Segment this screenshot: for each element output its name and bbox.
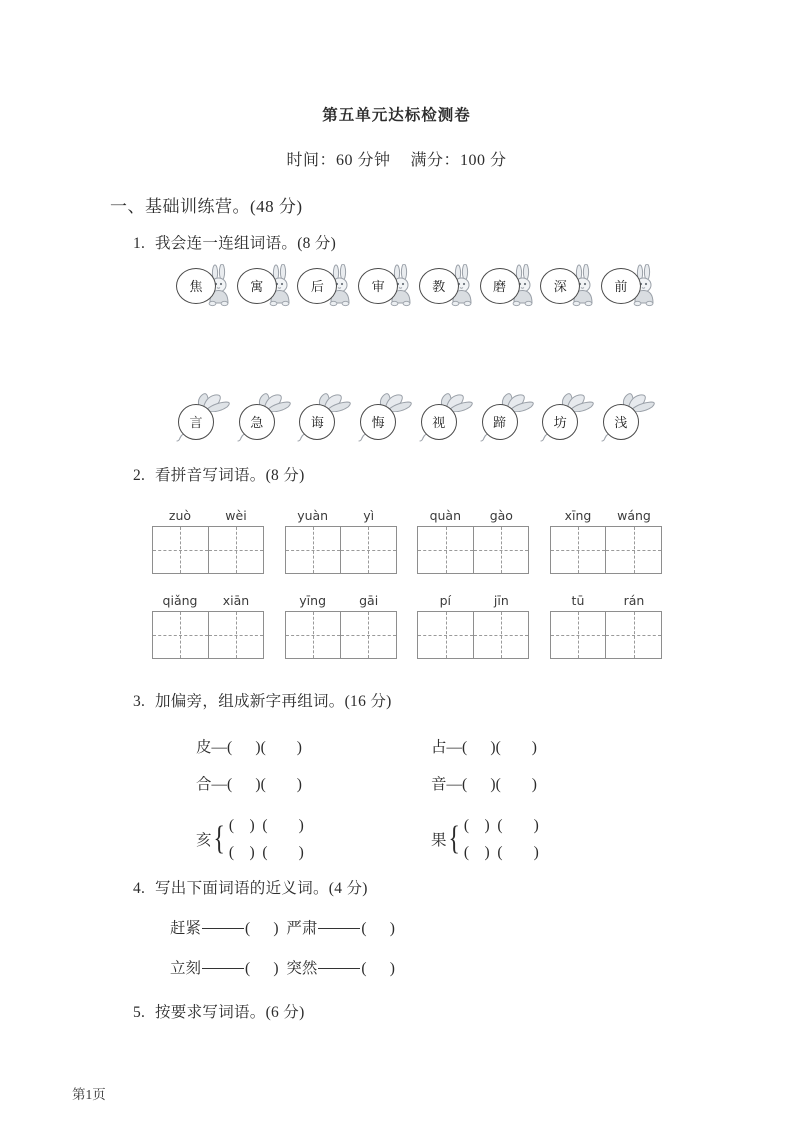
character-label: 审 bbox=[371, 278, 385, 294]
rabbit-character-row bbox=[176, 264, 657, 308]
pinyin-syllable: xīng bbox=[564, 508, 592, 523]
pinyin-syllable: yuàn bbox=[297, 508, 329, 523]
connector-dash bbox=[318, 968, 360, 969]
pinyin-labels bbox=[550, 593, 662, 608]
radical-row-2 bbox=[196, 772, 666, 794]
exam-meta bbox=[0, 147, 793, 170]
bubble-oval bbox=[358, 268, 398, 304]
synonym-pair bbox=[170, 960, 286, 977]
tianzige-grid[interactable] bbox=[550, 526, 662, 574]
radish-word-bubble[interactable] bbox=[480, 386, 536, 442]
pinyin-word-group bbox=[550, 593, 662, 659]
pinyin-syllable: wáng bbox=[617, 508, 651, 523]
character-label: 坊 bbox=[553, 414, 567, 430]
radish-word-bubble[interactable] bbox=[601, 386, 657, 442]
character-label: 寓 bbox=[250, 278, 264, 294]
question-1-heading bbox=[133, 231, 336, 253]
question-5-number: 5. bbox=[133, 1004, 146, 1021]
radish-character-row bbox=[176, 386, 657, 442]
question-3-text: 加偏旁，组成新字再组词。(16 分) bbox=[155, 693, 392, 710]
radish-word-bubble[interactable] bbox=[237, 386, 293, 442]
pinyin-syllable: wèi bbox=[225, 508, 247, 523]
character-label: 前 bbox=[614, 278, 628, 294]
bubble-circle bbox=[603, 404, 639, 440]
synonym-blank[interactable]: ( ) bbox=[361, 920, 395, 937]
character-label: 浅 bbox=[614, 414, 628, 430]
character-label: 诲 bbox=[310, 414, 324, 430]
rabbit-word-bubble[interactable] bbox=[419, 264, 475, 308]
bubble-oval bbox=[176, 268, 216, 304]
radical-item-pi: 皮—( )( ) bbox=[196, 739, 302, 756]
pinyin-word-group bbox=[550, 508, 662, 574]
synonym-pair bbox=[286, 960, 395, 977]
pinyin-grid-row-1 bbox=[152, 508, 662, 574]
pinyin-word-group bbox=[417, 593, 529, 659]
tianzige-cell[interactable] bbox=[473, 527, 529, 573]
synonym-word: 赶紧 bbox=[170, 920, 202, 937]
pinyin-labels bbox=[550, 508, 662, 523]
character-label: 磨 bbox=[493, 278, 507, 294]
character-label: 视 bbox=[432, 414, 446, 430]
rabbit-word-bubble[interactable] bbox=[297, 264, 353, 308]
character-label: 急 bbox=[250, 414, 264, 430]
pinyin-syllable: yīng bbox=[299, 593, 327, 608]
radical-item-yin: 音—( )( ) bbox=[431, 776, 537, 793]
connector-dash bbox=[202, 968, 244, 969]
radish-word-bubble[interactable] bbox=[419, 386, 475, 442]
brace-blank-rows-hai bbox=[229, 812, 304, 866]
question-5-heading bbox=[133, 1000, 305, 1022]
brace-blank-line: ( ) ( ) bbox=[228, 817, 304, 834]
tianzige-grid[interactable] bbox=[152, 611, 264, 659]
left-brace-icon: { bbox=[212, 820, 225, 858]
synonym-row-2 bbox=[170, 956, 395, 978]
brace-blank-line: ( ) ( ) bbox=[463, 817, 539, 834]
bubble-circle bbox=[299, 404, 335, 440]
bubble-oval bbox=[237, 268, 277, 304]
tianzige-cell[interactable] bbox=[418, 527, 473, 573]
character-label: 教 bbox=[432, 278, 446, 294]
tianzige-cell[interactable] bbox=[286, 527, 341, 573]
bubble-circle bbox=[542, 404, 578, 440]
character-label: 深 bbox=[553, 278, 567, 294]
pinyin-syllable: jīn bbox=[493, 593, 509, 608]
tianzige-grid[interactable] bbox=[285, 611, 397, 659]
brace-base-guo: 果 bbox=[431, 832, 447, 850]
tianzige-grid[interactable] bbox=[550, 611, 662, 659]
tianzige-grid[interactable] bbox=[417, 526, 529, 574]
question-2-heading bbox=[133, 463, 305, 485]
synonym-word: 严肃 bbox=[286, 920, 318, 937]
pinyin-labels bbox=[417, 593, 529, 608]
tianzige-cell[interactable] bbox=[153, 527, 208, 573]
pinyin-grid-row-2 bbox=[152, 593, 662, 659]
tianzige-cell[interactable] bbox=[153, 612, 208, 658]
time-limit-label: 时间：60 分钟 bbox=[286, 152, 391, 169]
left-brace-icon: { bbox=[447, 820, 460, 858]
question-4-text: 写出下面词语的近义词。(4 分) bbox=[155, 880, 368, 897]
pinyin-word-group bbox=[417, 508, 529, 574]
pinyin-labels bbox=[285, 508, 397, 523]
radish-word-bubble[interactable] bbox=[358, 386, 414, 442]
synonym-word: 立刻 bbox=[170, 960, 202, 977]
pinyin-word-group bbox=[285, 593, 397, 659]
page-title: 第五单元达标检测卷 bbox=[322, 107, 471, 124]
tianzige-cell[interactable] bbox=[473, 612, 529, 658]
tianzige-cell[interactable] bbox=[208, 612, 264, 658]
question-2-number: 2. bbox=[133, 467, 146, 484]
radical-item-he: 合—( )( ) bbox=[196, 776, 302, 793]
pinyin-word-group bbox=[152, 593, 264, 659]
character-label: 言 bbox=[189, 414, 203, 430]
pinyin-labels bbox=[152, 593, 264, 608]
tianzige-cell[interactable] bbox=[340, 612, 396, 658]
section-heading-basics: 一、基础训练营。(48 分) bbox=[110, 197, 303, 216]
tianzige-cell[interactable] bbox=[418, 612, 473, 658]
question-5-text: 按要求写词语。(6 分) bbox=[155, 1004, 305, 1021]
pinyin-syllable: zuò bbox=[168, 508, 192, 523]
pinyin-word-group bbox=[285, 508, 397, 574]
total-score-label: 满分：100 分 bbox=[410, 152, 507, 169]
question-2-text: 看拼音写词语。(8 分) bbox=[155, 467, 305, 484]
pinyin-syllable: quàn bbox=[429, 508, 462, 523]
pinyin-word-group bbox=[152, 508, 264, 574]
synonym-row-1 bbox=[170, 916, 395, 938]
bubble-oval bbox=[540, 268, 580, 304]
brace-base-hai: 亥 bbox=[196, 832, 212, 850]
synonym-pair bbox=[170, 920, 286, 937]
radish-word-bubble[interactable] bbox=[297, 386, 353, 442]
tianzige-grid[interactable] bbox=[417, 611, 529, 659]
bubble-circle bbox=[482, 404, 518, 440]
question-1-number: 1. bbox=[133, 235, 146, 252]
pinyin-syllable: gào bbox=[489, 508, 513, 523]
rabbit-word-bubble[interactable] bbox=[176, 264, 232, 308]
pinyin-labels bbox=[417, 508, 529, 523]
question-1-text: 我会连一连组词语。(8 分) bbox=[155, 235, 337, 252]
question-4-heading bbox=[133, 876, 368, 898]
tianzige-grid[interactable] bbox=[285, 526, 397, 574]
synonym-blank[interactable]: ( ) bbox=[245, 920, 279, 937]
radish-word-bubble[interactable] bbox=[540, 386, 596, 442]
synonym-blank[interactable]: ( ) bbox=[245, 960, 279, 977]
bubble-circle bbox=[178, 404, 214, 440]
question-4-number: 4. bbox=[133, 880, 146, 897]
radish-word-bubble[interactable] bbox=[176, 386, 232, 442]
word-match-area bbox=[176, 258, 657, 458]
synonym-word: 突然 bbox=[286, 960, 318, 977]
connector-dash bbox=[202, 928, 244, 929]
character-label: 焦 bbox=[189, 278, 203, 294]
character-label: 蹄 bbox=[493, 414, 507, 430]
rabbit-word-bubble[interactable] bbox=[601, 264, 657, 308]
character-label: 悔 bbox=[371, 414, 385, 430]
pinyin-syllable: rán bbox=[623, 593, 645, 608]
brace-blank-line: ( ) ( ) bbox=[463, 844, 539, 862]
character-label: 后 bbox=[310, 278, 324, 294]
pinyin-syllable: gāi bbox=[359, 593, 379, 608]
pinyin-syllable: pí bbox=[439, 593, 452, 608]
connector-dash bbox=[318, 928, 360, 929]
bubble-oval bbox=[601, 268, 641, 304]
synonym-pair bbox=[286, 920, 395, 937]
rabbit-word-bubble[interactable] bbox=[237, 264, 293, 308]
tianzige-grid[interactable] bbox=[152, 526, 264, 574]
pinyin-syllable: xiān bbox=[222, 593, 250, 608]
bubble-circle bbox=[239, 404, 275, 440]
tianzige-cell[interactable] bbox=[340, 527, 396, 573]
rabbit-word-bubble[interactable] bbox=[358, 264, 414, 308]
tianzige-cell[interactable] bbox=[551, 527, 606, 573]
tianzige-cell[interactable] bbox=[208, 527, 264, 573]
pinyin-labels bbox=[152, 508, 264, 523]
brace-block bbox=[196, 812, 666, 866]
bubble-oval bbox=[480, 268, 520, 304]
rabbit-word-bubble[interactable] bbox=[540, 264, 596, 308]
pinyin-syllable: tū bbox=[571, 593, 585, 608]
tianzige-cell[interactable] bbox=[286, 612, 341, 658]
bubble-circle bbox=[421, 404, 457, 440]
page-number-footer: 第1页 bbox=[72, 1087, 106, 1102]
radical-row-1 bbox=[196, 735, 666, 757]
bubble-oval bbox=[419, 268, 459, 304]
tianzige-cell[interactable] bbox=[551, 612, 606, 658]
bubble-circle bbox=[360, 404, 396, 440]
radical-item-zhan: 占—( )( ) bbox=[431, 739, 537, 756]
tianzige-cell[interactable] bbox=[605, 612, 661, 658]
question-3-number: 3. bbox=[133, 693, 146, 710]
pinyin-labels bbox=[285, 593, 397, 608]
brace-blank-line: ( ) ( ) bbox=[228, 844, 304, 862]
rabbit-word-bubble[interactable] bbox=[480, 264, 536, 308]
brace-item-guo bbox=[431, 812, 666, 866]
pinyin-syllable: qiǎng bbox=[162, 593, 198, 608]
pinyin-syllable: yì bbox=[363, 508, 375, 523]
synonym-blank[interactable]: ( ) bbox=[361, 960, 395, 977]
question-3-heading bbox=[133, 689, 392, 711]
tianzige-cell[interactable] bbox=[605, 527, 661, 573]
brace-blank-rows-guo bbox=[464, 812, 539, 866]
brace-item-hai bbox=[196, 812, 431, 866]
